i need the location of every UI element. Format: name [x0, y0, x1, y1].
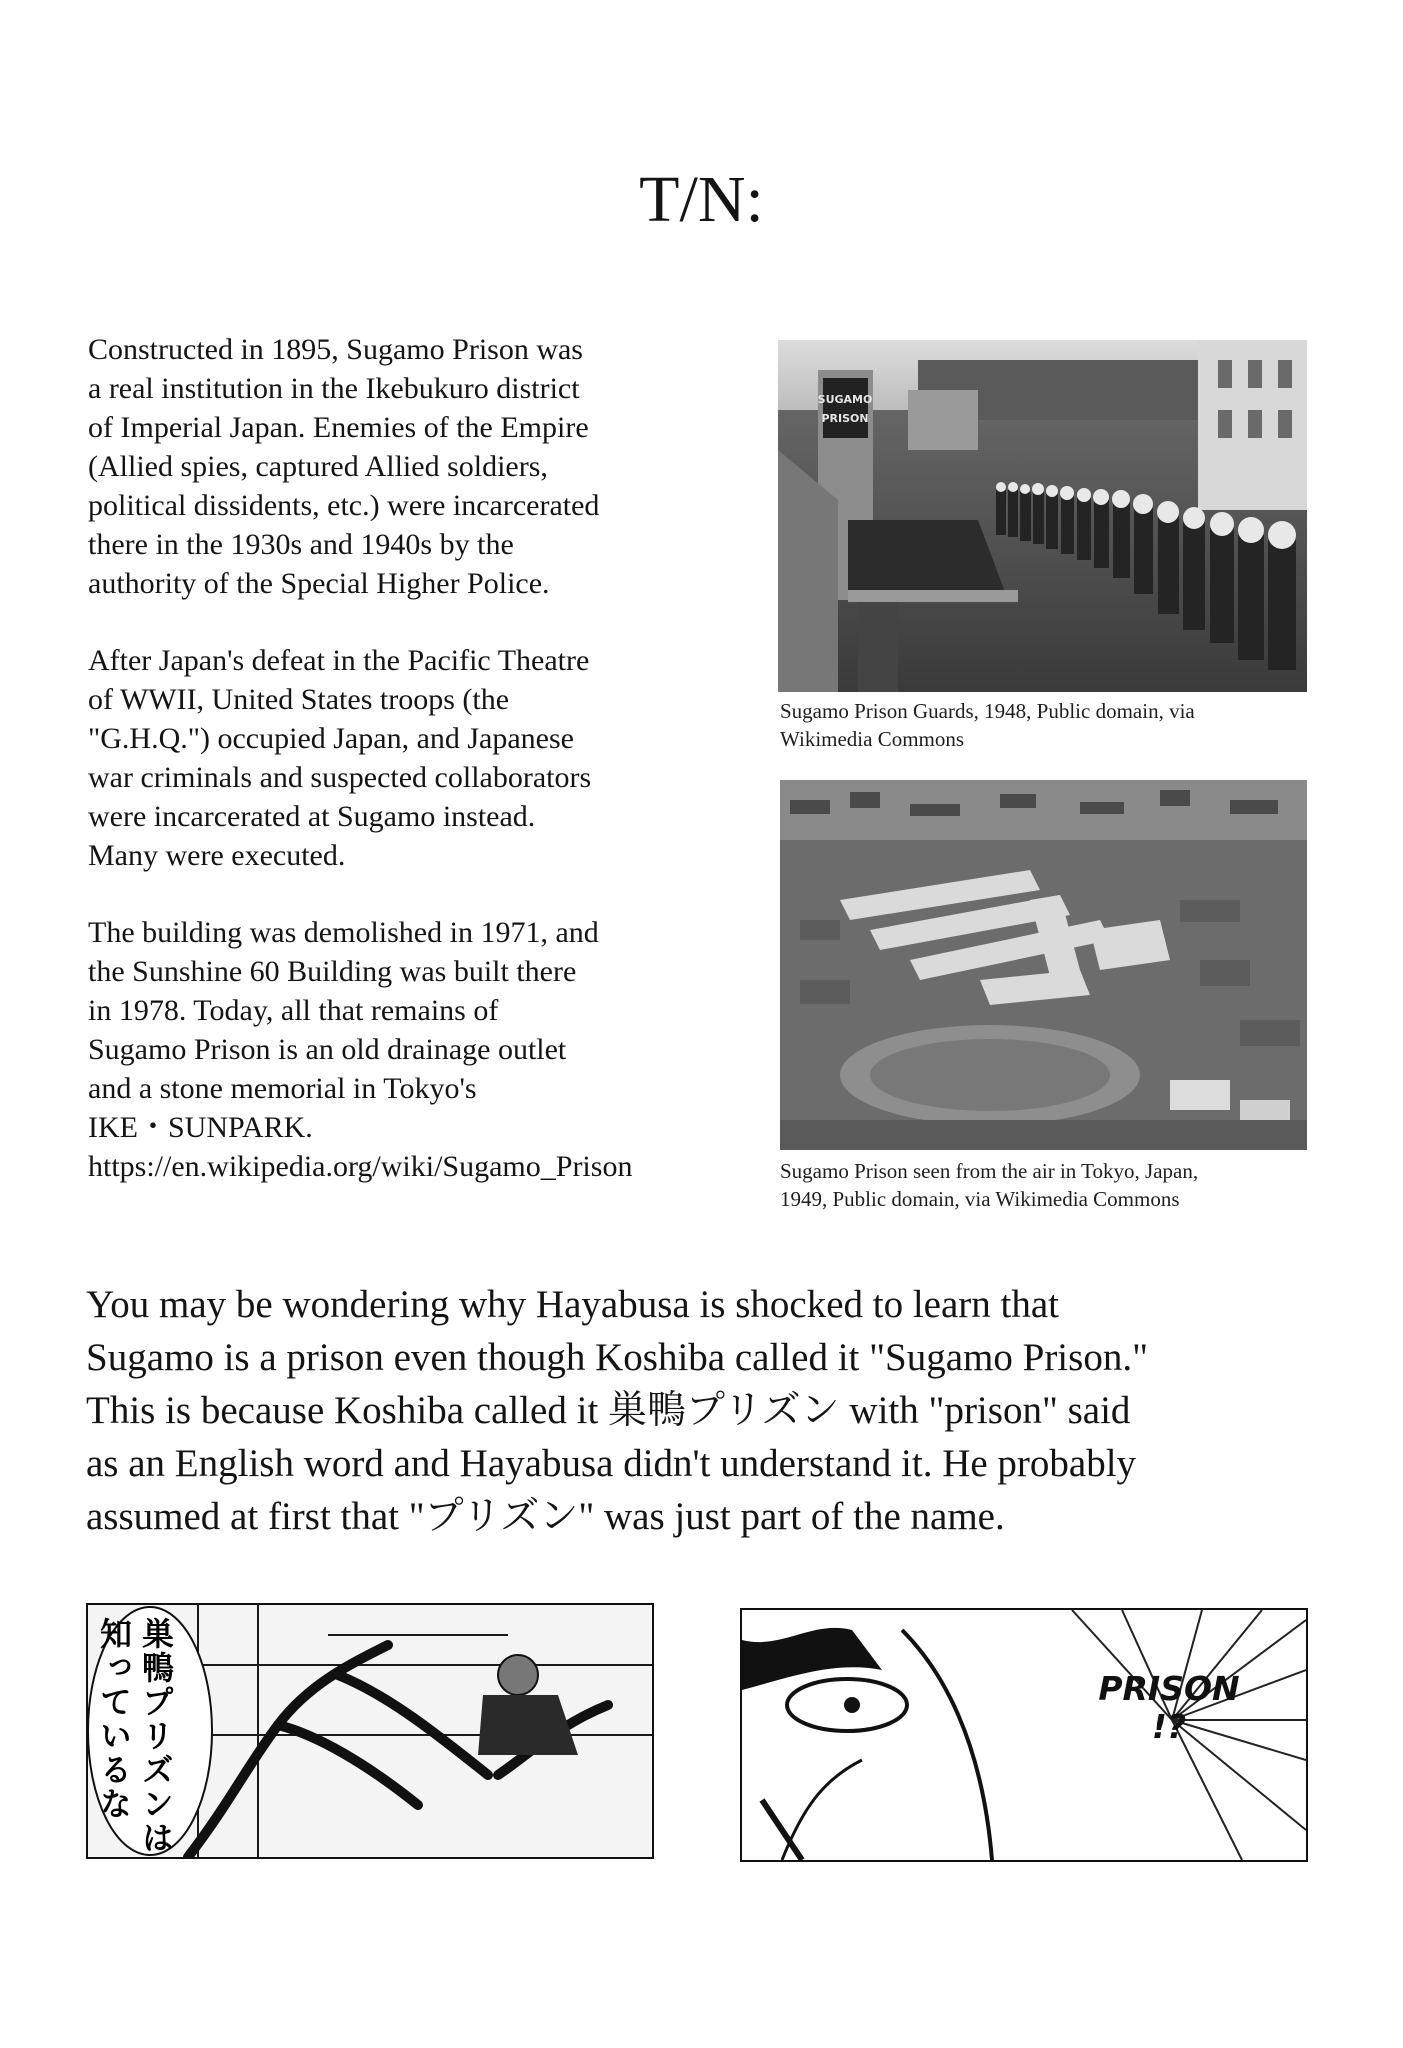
prison-sfx-text: PRISON !?: [1098, 1669, 1240, 1746]
history-paragraph-3: The building was demolished in 1971, and the Sunshine 60 Building was built there in 1978. Today, all that remains of Sugamo Prison is an old drainage outlet and a stone memorial in Tokyo's IKE・SUNPARK. https://en.wikipedia.org/wiki/Sugamo_Prison: [88, 916, 633, 1183]
prison-aerial-caption: Sugamo Prison seen from the air in Tokyo, Japan, 1949, Public domain, via Wikimedia Commons: [780, 1159, 1199, 1211]
prison-guards-photo: [778, 340, 1307, 692]
manga-panel-koshiba: [86, 1603, 654, 1859]
history-paragraph-2: After Japan's defeat in the Pacific Theatre of WWII, United States troops (the "G.H.Q.") occupied Japan, and Japanese war criminals and suspected collaborators were incarcerated at Sugamo instead. Many were executed.: [88, 644, 592, 872]
svg-text:PRISON: PRISON: [821, 412, 869, 425]
prison-guards-caption: Sugamo Prison Guards, 1948, Public domain, via Wikimedia Commons: [780, 699, 1195, 751]
manga-panel-hayabusa: [740, 1608, 1308, 1862]
history-text-column: [88, 330, 728, 1186]
history-paragraph-1: Constructed in 1895, Sugamo Prison was a real institution in the Ikebukuro district of Imperial Japan. Enemies of the Empire (Allied spies, captured Allied soldiers, political dissidents, etc.) were incarcerated there in the 1930s and 1940s by the authority of the Special Higher Police.: [88, 333, 600, 600]
svg-text:SUGAMO: SUGAMO: [817, 393, 873, 406]
speech-bubble-line-1: 巣鴨プリズンは: [137, 1617, 175, 1855]
prison-aerial-photo: [780, 780, 1307, 1150]
translation-explanation: You may be wondering why Hayabusa is shocked to learn that Sugamo is a prison even though Koshiba called it "Sugamo Prison." This is because Koshiba called it 巣鴨プリズン with "prison" said as an English word and Hayabusa didn't understand it. He probably assumed at first that "プリズン" was just part of the name.: [86, 1283, 1148, 1538]
speech-bubble-line-2: 知っているな: [95, 1617, 133, 1821]
page-title: T/N:: [639, 163, 764, 236]
